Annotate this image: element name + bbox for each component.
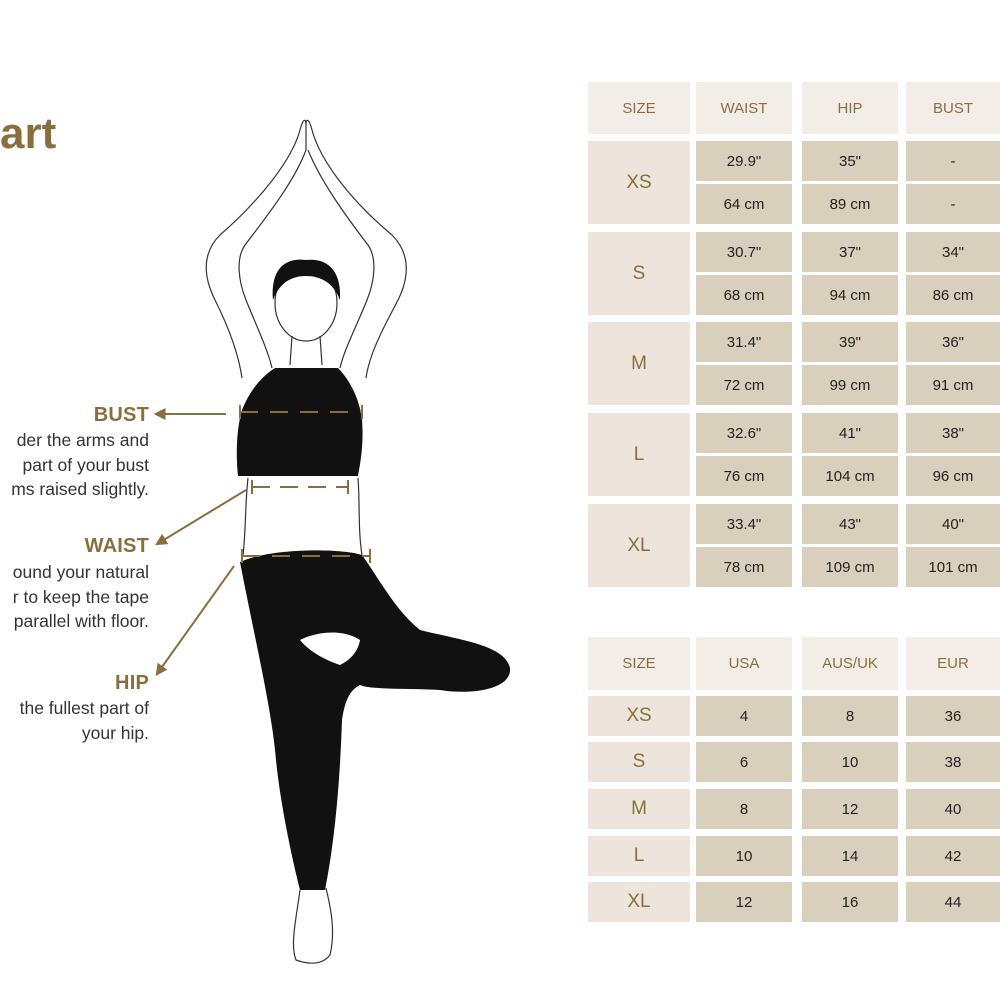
measurements-value-cell: 39" [802,322,898,362]
conversion-header-2: AUS/UK [802,637,898,690]
conversion-value-cell: 8 [696,789,792,829]
measurements-header-3: BUST [906,82,1000,134]
measurements-value-cell: 109 cm [802,547,898,587]
measurements-value-cell: 101 cm [906,547,1000,587]
measurements-value-cell: 31.4" [696,322,792,362]
conversion-size-cell: L [588,836,690,876]
measurements-value-cell: 94 cm [802,275,898,315]
measurements-header-0: SIZE [588,82,690,134]
conversion-value-cell: 10 [696,836,792,876]
measurements-size-cell: XL [588,504,690,587]
measurements-value-cell: 36" [906,322,1000,362]
conversion-header-1: USA [696,637,792,690]
measurements-value-cell: 89 cm [802,184,898,224]
hands [300,120,312,150]
waist-arrow [157,490,246,544]
conversion-size-cell: XS [588,696,690,736]
measurements-header-2: HIP [802,82,898,134]
measurements-value-cell: 29.9" [696,141,792,181]
measurements-size-cell: M [588,322,690,405]
measurements-value-cell: 76 cm [696,456,792,496]
conversion-header-3: EUR [906,637,1000,690]
measurements-value-cell: 43" [802,504,898,544]
foot-outline [293,888,332,963]
measurements-header-1: WAIST [696,82,792,134]
measurements-value-cell: 78 cm [696,547,792,587]
measurements-size-cell: L [588,413,690,496]
hip-label: HIP [115,672,149,694]
crop-top [237,368,363,476]
conversion-size-cell: S [588,742,690,782]
conversion-value-cell: 4 [696,696,792,736]
torso-outline [243,478,362,555]
conversion-value-cell: 44 [906,882,1000,922]
measurements-value-cell: 99 cm [802,365,898,405]
waist-label: WAIST [84,535,149,557]
conversion-header-0: SIZE [588,637,690,690]
measurements-value-cell: 68 cm [696,275,792,315]
bust-label: BUST [93,404,149,426]
conversion-value-cell: 12 [802,789,898,829]
conversion-value-cell: 16 [802,882,898,922]
conversion-value-cell: 10 [802,742,898,782]
measurements-value-cell: - [906,141,1000,181]
leggings [240,550,510,890]
right-arm-outline [312,130,406,378]
measurements-value-cell: 91 cm [906,365,1000,405]
measurements-value-cell: 35" [802,141,898,181]
measurements-value-cell: - [906,184,1000,224]
measurements-value-cell: 96 cm [906,456,1000,496]
measurements-value-cell: 104 cm [802,456,898,496]
bust-description: der the arms and part of your bust ms raised slightly. [11,430,149,499]
measurements-value-cell: 64 cm [696,184,792,224]
measurements-value-cell: 32.6" [696,413,792,453]
conversion-value-cell: 6 [696,742,792,782]
conversion-size-cell: XL [588,882,690,922]
hip-description: the fullest part of your hip. [19,698,149,743]
measurements-value-cell: 30.7" [696,232,792,272]
measurements-value-cell: 38" [906,413,1000,453]
measurements-value-cell: 40" [906,504,1000,544]
measurements-value-cell: 33.4" [696,504,792,544]
conversion-value-cell: 12 [696,882,792,922]
conversion-value-cell: 40 [906,789,1000,829]
left-arm-outline [206,130,300,378]
conversion-value-cell: 38 [906,742,1000,782]
conversion-value-cell: 36 [906,696,1000,736]
measurements-value-cell: 86 cm [906,275,1000,315]
conversion-value-cell: 14 [802,836,898,876]
hip-arrow [157,566,234,674]
measurements-value-cell: 37" [802,232,898,272]
measurements-size-cell: S [588,232,690,315]
waist-description: ound your natural r to keep the tape parallel with floor. [12,562,149,631]
conversion-value-cell: 42 [906,836,1000,876]
conversion-value-cell: 8 [802,696,898,736]
measurements-value-cell: 72 cm [696,365,792,405]
measurements-size-cell: XS [588,141,690,224]
conversion-size-cell: M [588,789,690,829]
measurements-value-cell: 41" [802,413,898,453]
page-title: art [0,109,57,158]
measurements-value-cell: 34" [906,232,1000,272]
